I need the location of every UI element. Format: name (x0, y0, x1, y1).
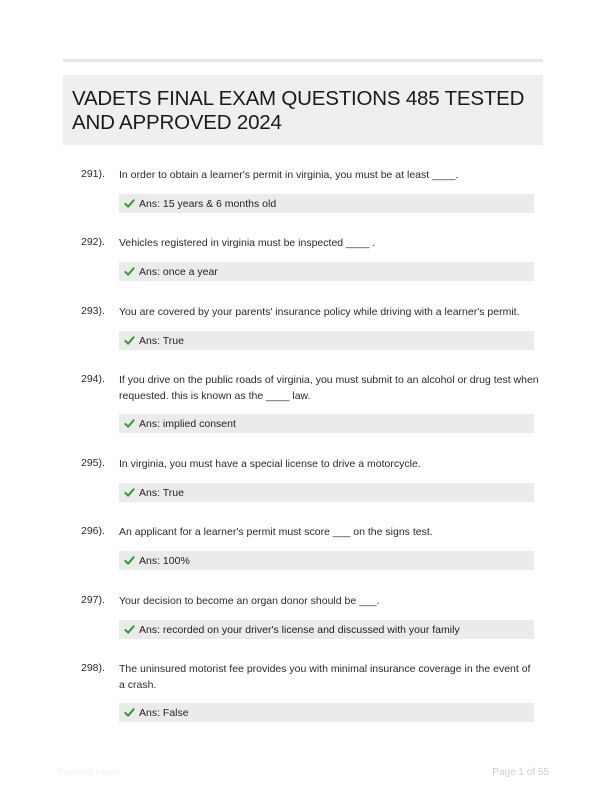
check-icon (124, 707, 135, 718)
question-text: In virginia, you must have a special license to drive a motorcycle. (119, 458, 421, 470)
check-icon (124, 418, 135, 429)
answer-text: Ans: True (139, 486, 184, 499)
check-icon (124, 624, 135, 635)
check-icon (124, 198, 135, 209)
question-number: 294). (81, 373, 105, 385)
check-icon (124, 555, 135, 566)
answer-box (119, 331, 534, 350)
page-number: Page 1 of 55 (492, 767, 549, 778)
question-text: The uninsured motorist fee provides you with minimal insurance coverage in the event of a crash. (119, 663, 531, 691)
answer-text: Ans: True (139, 334, 184, 347)
top-divider (63, 59, 543, 62)
answer-box (119, 620, 534, 639)
question-number: 292). (81, 236, 105, 248)
question-text: You are covered by your parents' insurance policy while driving with a learner's permit. (119, 306, 520, 318)
question-number: 296). (81, 525, 105, 537)
question-text: An applicant for a learner's permit must score ___ on the signs test. (119, 526, 433, 538)
question-text: Vehicles registered in virginia must be inspected ____ . (119, 237, 376, 249)
answer-box (119, 703, 534, 722)
title-banner (63, 75, 543, 145)
question-number: 295). (81, 457, 105, 469)
question-number: 298). (81, 662, 105, 674)
answer-box (119, 194, 534, 213)
check-icon (124, 487, 135, 498)
answer-box (119, 551, 534, 570)
answer-text: Ans: implied consent (139, 417, 236, 430)
answer-text: Ans: recorded on your driver's license and discussed with your family (139, 623, 460, 636)
answer-text: Ans: 100% (139, 554, 190, 567)
question-text: Your decision to become an organ donor should be ___. (119, 595, 380, 607)
footer-site-watermark: PaperNibs.com (58, 767, 120, 777)
question-number: 297). (81, 594, 105, 606)
question-text: If you drive on the public roads of virginia, you must submit to an alcohol or drug test when requested. this is known as the ____ law. (119, 374, 539, 402)
answer-box (119, 414, 534, 433)
document-title: VADETS FINAL EXAM QUESTIONS 485 TESTED AND APPROVED 2024 (72, 87, 525, 134)
check-icon (124, 266, 135, 277)
answer-box (119, 483, 534, 502)
answer-text: Ans: 15 years & 6 months old (139, 197, 277, 210)
answer-text: Ans: once a year (139, 265, 218, 278)
check-icon (124, 335, 135, 346)
answer-box (119, 262, 534, 281)
answer-text: Ans: False (139, 706, 189, 719)
question-number: 291). (81, 168, 105, 180)
question-number: 293). (81, 305, 105, 317)
question-text: In order to obtain a learner's permit in virginia, you must be at least ____. (119, 169, 459, 181)
